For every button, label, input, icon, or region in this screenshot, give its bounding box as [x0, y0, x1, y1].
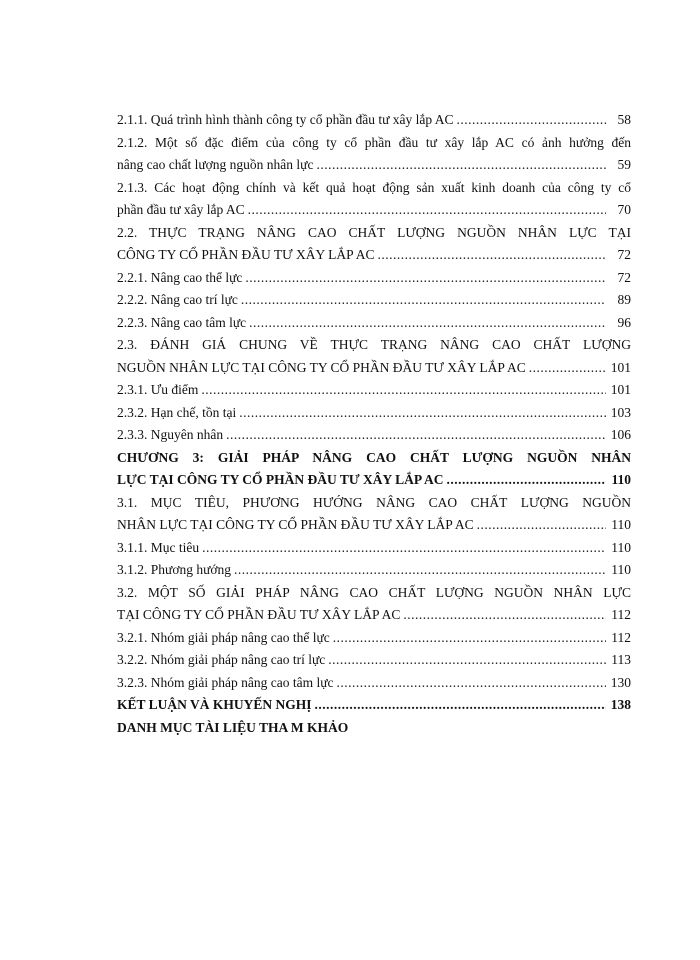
toc-leader-dots	[447, 469, 606, 492]
toc-page-number: 138	[610, 697, 631, 712]
toc-entry[interactable]	[117, 312, 631, 335]
toc-page-number: 110	[611, 472, 631, 487]
toc-entry-line: CHƯƠNG 3: GIẢI PHÁP NÂNG CAO CHẤT LƯỢNG NGUỒN NHÂN	[117, 449, 631, 465]
toc-entry-row	[117, 267, 631, 290]
toc-entry[interactable]	[117, 672, 631, 695]
toc-entry-row	[117, 289, 631, 312]
toc-entry-row	[117, 357, 631, 380]
toc-page-number: 106	[610, 427, 631, 442]
toc-entry-title: 3.1.2. Phương hướng	[117, 562, 232, 577]
toc-entry[interactable]	[117, 177, 631, 222]
toc-leader-dots	[202, 537, 606, 560]
toc-entry-line: 2.1.2. Một số đặc điểm của công ty cổ phần đầu tư xây lắp AC có ảnh hưởng đến	[117, 134, 631, 150]
table-of-contents	[117, 109, 631, 717]
toc-entry[interactable]	[117, 492, 631, 537]
toc-entry-title: 2.1.1. Quá trình hình thành công ty cổ phần đầu tư xây lắp AC	[117, 112, 454, 127]
toc-entry-title: KẾT LUẬN VÀ KHUYẾN NGHỊ	[117, 697, 312, 712]
toc-page-number: 89	[617, 292, 631, 307]
toc-entry-title: NGUỒN NHÂN LỰC TẠI CÔNG TY CỔ PHẦN ĐẦU TƯ XÂY LẮP AC	[117, 359, 526, 375]
toc-page-number: 101	[610, 382, 631, 397]
toc-footer	[117, 717, 631, 740]
toc-page-number: 101	[610, 359, 631, 375]
toc-entry-row	[117, 379, 631, 402]
toc-leader-dots	[378, 244, 607, 267]
toc-entry-line: 2.2. THỰC TRẠNG NÂNG CAO CHẤT LƯỢNG NGUỒN NHÂN LỰC TẠI	[117, 224, 631, 240]
toc-leader-dots	[477, 514, 606, 537]
toc-entry-row	[117, 312, 631, 335]
toc-page-number: 112	[611, 607, 631, 622]
toc-page-number: 113	[611, 652, 631, 667]
toc-entry-row	[117, 109, 631, 132]
toc-entry-line: 3.2. MỘT SỐ GIẢI PHÁP NÂNG CAO CHẤT LƯỢNG NGUỒN NHÂN LỰC	[117, 584, 631, 600]
toc-entry[interactable]	[117, 379, 631, 402]
toc-entry[interactable]	[117, 627, 631, 650]
toc-entry-title: LỰC TẠI CÔNG TY CỔ PHẦN ĐẦU TƯ XÂY LẮP AC	[117, 472, 444, 487]
toc-page-number: 110	[611, 517, 631, 532]
toc-entry-title: 2.3.1. Ưu điểm	[117, 382, 199, 397]
toc-entry-title: 2.2.1. Nâng cao thể lực	[117, 269, 243, 285]
toc-entry-line: 2.3. ĐÁNH GIÁ CHUNG VỀ THỰC TRẠNG NÂNG CAO CHẤT LƯỢNG	[117, 337, 631, 352]
toc-entry-title: CÔNG TY CỔ PHẦN ĐẦU TƯ XÂY LẮP AC	[117, 247, 375, 262]
toc-page-number: 103	[610, 404, 631, 420]
toc-entry-title: TẠI CÔNG TY CỔ PHẦN ĐẦU TƯ XÂY LẮP AC	[117, 607, 401, 622]
toc-leader-dots	[201, 379, 606, 402]
toc-page-number: 110	[611, 539, 631, 555]
toc-leader-dots	[249, 312, 606, 335]
toc-page-number: 72	[617, 247, 631, 262]
toc-page-number: 130	[610, 674, 631, 690]
toc-entry-row	[117, 244, 631, 267]
toc-entry-title: 2.2.3. Nâng cao tâm lực	[117, 314, 247, 330]
toc-entry-row	[117, 694, 631, 717]
toc-entry-row	[117, 559, 631, 582]
toc-leader-dots	[316, 154, 606, 177]
toc-page-number: 59	[617, 157, 631, 172]
toc-leader-dots	[245, 267, 606, 290]
toc-entry-references: DANH MỤC TÀI LIỆU THA M KHẢO	[117, 720, 349, 735]
toc-entry[interactable]	[117, 289, 631, 312]
toc-leader-dots	[403, 604, 606, 627]
toc-entry-row	[117, 424, 631, 447]
toc-page-number: 96	[617, 314, 631, 330]
toc-entry-row	[117, 402, 631, 425]
toc-page-number: 58	[617, 112, 631, 127]
toc-entry[interactable]	[117, 267, 631, 290]
toc-entry-title: 3.2.1. Nhóm giải pháp nâng cao thể lực	[117, 629, 330, 645]
toc-leader-dots	[248, 199, 606, 222]
toc-entry[interactable]	[117, 222, 631, 267]
toc-entry-row	[117, 627, 631, 650]
toc-entry-title: NHÂN LỰC TẠI CÔNG TY CỔ PHẦN ĐẦU TƯ XÂY LẮP AC	[117, 517, 474, 532]
toc-leader-dots	[226, 424, 606, 447]
toc-leader-dots	[333, 627, 606, 650]
toc-page-number: 112	[611, 629, 631, 645]
toc-entry[interactable]	[117, 334, 631, 379]
toc-entry-title: phần đầu tư xây lắp AC	[117, 202, 245, 217]
toc-entry-row	[117, 154, 631, 177]
toc-entry-title: 2.3.3. Nguyên nhân	[117, 427, 224, 442]
toc-entry-line: 3.1. MỤC TIÊU, PHƯƠNG HƯỚNG NÂNG CAO CHẤT LƯỢNG NGUỒN	[117, 494, 631, 510]
toc-entry[interactable]	[117, 132, 631, 177]
toc-entry[interactable]	[117, 402, 631, 425]
toc-entry-row	[117, 514, 631, 537]
toc-page-number: 110	[611, 562, 631, 577]
toc-entry-line: 2.1.3. Các hoạt động chính và kết quả hoạt động sản xuất kinh doanh của công ty cổ	[117, 179, 631, 195]
toc-entry-title: 2.2.2. Nâng cao trí lực	[117, 292, 238, 307]
toc-leader-dots	[315, 694, 606, 717]
toc-entry-row	[117, 537, 631, 560]
toc-leader-dots	[337, 672, 606, 695]
toc-entry[interactable]	[117, 559, 631, 582]
toc-entry-title: 3.2.2. Nhóm giải pháp nâng cao trí lực	[117, 652, 326, 667]
toc-entry[interactable]	[117, 447, 631, 492]
toc-page-number: 72	[617, 269, 631, 285]
toc-leader-dots	[241, 289, 606, 312]
toc-entry-row	[117, 199, 631, 222]
toc-entry-title: 3.1.1. Mục tiêu	[117, 539, 200, 555]
toc-entry-row	[117, 672, 631, 695]
toc-entry[interactable]	[117, 537, 631, 560]
toc-entry-title: 3.2.3. Nhóm giải pháp nâng cao tâm lực	[117, 674, 334, 690]
toc-entry[interactable]	[117, 424, 631, 447]
toc-leader-dots	[457, 109, 606, 132]
toc-entry[interactable]	[117, 694, 631, 717]
toc-entry[interactable]	[117, 582, 631, 627]
toc-entry-title: nâng cao chất lượng nguồn nhân lực	[117, 157, 314, 172]
toc-entry-title: 2.3.2. Hạn chế, tồn tại	[117, 404, 237, 420]
toc-entry-row	[117, 649, 631, 672]
toc-leader-dots	[239, 402, 606, 425]
toc-entry-row	[117, 604, 631, 627]
toc-entry[interactable]	[117, 649, 631, 672]
toc-leader-dots	[529, 357, 606, 380]
toc-page-number: 70	[617, 202, 631, 217]
toc-leader-dots	[234, 559, 606, 582]
toc-leader-dots	[328, 649, 606, 672]
toc-entry[interactable]	[117, 109, 631, 132]
toc-entry-row	[117, 469, 631, 492]
